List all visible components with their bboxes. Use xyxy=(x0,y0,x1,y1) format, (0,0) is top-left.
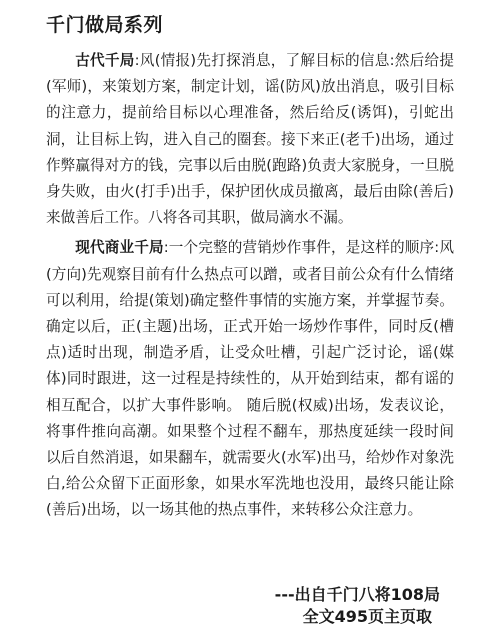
paragraph-lead-modern: 现代商业千局 xyxy=(75,239,164,257)
paragraph-modern-scam xyxy=(46,235,454,523)
document-title: 千门做局系列 xyxy=(46,14,164,36)
page-count-note: 全文495页主页取 xyxy=(302,607,432,626)
paragraph-body-ancient: :风(情报)先打探消息，了解目标的信息:然后给提(军师)，来策划方案，制定计划，谣(防风)放出消息，吸引目标的注意力，提前给目标以心理准备，然后给反(诱饵)，引蛇出洞，让目标上钩，进入自己的圈套。接下来正(老千)出场，通过作弊赢得对方的钱，完事以后由脱(跑路)负责大家脱身，一旦脱身失败，由火(打手)出手，保护团伙成员撤离，最后由除(善后)来做善后工作。八将各司其职，做局滴水不漏。 xyxy=(46,52,454,227)
source-footer xyxy=(275,584,440,628)
paragraph-body-modern: :一个完整的营销炒作事件，是这样的顺序:风(方向)先观察目前有什么热点可以蹭，或者目前公众有什么情绪可以利用，给提(策划)确定整件事情的实施方案，并掌握节奏。确定以后，正(主题)出场，正式开始一场炒作事件，同时反(槽点)适时出现，制造矛盾，让受众吐槽，引起广泛讨论，谣(媒体)同时跟进，这一过程是持续性的，从开始到结束，都有谣的相互配合，以扩大事件影响。 随后脱(权威)出场，发表议论，将事件推向高潮。如果整个过程不翻车，那热度延续一段时间以后自然消退，如果翻车，就需要火(水军)出马，给炒作对象洗白,给公众留下正面形象，如果水军洗地也没用，最终只能让除(善后)出场，以一场其他的热点事件，来转移公众注意力。 xyxy=(46,239,454,519)
source-citation: ---出自千门八将108局 xyxy=(274,585,440,604)
paragraph-ancient-scam xyxy=(46,48,454,231)
paragraph-lead-ancient: 古代千局 xyxy=(75,52,135,69)
